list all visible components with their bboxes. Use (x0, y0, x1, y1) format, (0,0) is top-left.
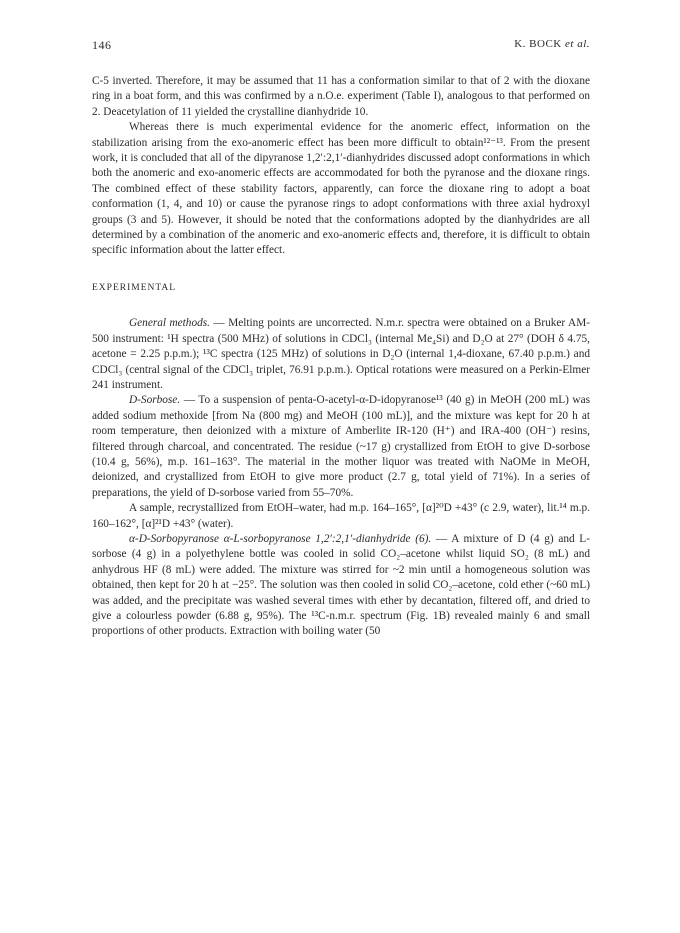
paragraph-sample: A sample, recrystallized from EtOH–water, had m.p. 164–165°, [α]²⁰D +43° (c 2.9, water), lit.¹⁴ m.p. 160–162°, [α]²¹D +43° (water). (92, 502, 590, 530)
section-heading-experimental: EXPERIMENTAL (92, 282, 177, 293)
article-body (92, 74, 590, 640)
d-sorbose-text: — To a suspension of penta-O-acetyl-α-D-idopyranose¹³ (40 g) in MeOH (200 mL) was added sodium methoxide [from Na (800 mg) and MeOH (100 mL)], and the mixture was kept for 20 h at room temperature, then deionized with a mixture of Amberlite IR-120 (H⁺) and IRA-400 (OH⁻) resins, filtered through charcoal, and concentrated. The residue (~17 g) crystallized from EtOH to give D-sorbose (10.4 g, 56%), m.p. 161–163°. The material in the mother liquor was treated with NaOMe in MeOH, deionized, and crystallized from EtOH to give more product (2.7 g, total yield of 71%). In a series of preparations, the yield of D-sorbose varied from 55–70%. (92, 394, 590, 499)
paragraph-whereas: Whereas there is much experimental evidence for the anomeric effect, information on the stabilization arising from the exo-anomeric effect has been more difficult to obtain¹²⁻¹³. From the present work, it is concluded that all of the dipyranose 1,2′:2,1′-dianhydrides discussed adopt conformations in which both the anomeric and exo-anomeric effects are accommodated for both the pyranose and the dioxane rings. The combined effect of these stability factors, apparently, can force the dioxane ring to adopt a boat conformation (1, 4, and 10) or cause the pyranose rings to adopt conformations with three axial hydroxyl groups (3 and 5). However, it should be noted that the conformations adopted by the dianhydrides are all determined by a combination of the anomeric and exo-anomeric effects and, therefore, it is difficult to obtain specific information about the latter effect. (92, 121, 590, 257)
page-number: 146 (92, 38, 112, 52)
author-etal: et al. (565, 38, 590, 50)
author-name: K. BOCK (514, 38, 562, 50)
dianhydride-text: — A mixture of D (4 g) and L-sorbose (4 g) in a polyethylene bottle was cooled in solid CO₂–acetone whilst liquid SO₂ (8 mL) and anhydrous HF (8 mL) were added. The mixture was stirred for ~2 min until a homogeneous solution was obtained, then kept for 20 h at −25°. The solution was then cooled in solid CO₂–acetone, cold ether (~60 mL) was added, and the precipitate was washed several times with ether by decantation, filtered off, and dried to give a colourless powder (6.88 g, 95%). The ¹³C-n.m.r. spectrum (Fig. 1B) revealed mainly 6 and small proportions of other products. Extraction with boiling water (50 (92, 532, 590, 638)
d-sorbose-title: D-Sorbose. (129, 394, 181, 407)
general-methods-text: — Melting points are uncorrected. N.m.r. spectra were obtained on a Bruker AM-500 instrument: ¹H spectra (500 MHz) of solutions in CDCl₃ (internal Me₄Si) and D₂O at 27° (DOH δ 4.75, acetone = 2.25 p.p.m.); ¹³C spectra (125 MHz) of solutions in D₂O (internal 1,4-dioxane, 67.40 p.p.m.) and CDCl₃ (central signal of the CDCl₃ triplet, 76.91 p.p.m.). Optical rotations were measured on a Perkin-Elmer 241 instrument. (92, 317, 590, 391)
paragraph-intro: C-5 inverted. Therefore, it may be assumed that 11 has a conformation similar to that of 2 with the dioxane ring in a boat form, and this was confirmed by a n.O.e. experiment (Table I), analogous to that performed on 2. Deacetylation of 11 yielded the crystalline dianhydride 10. (92, 75, 590, 118)
paragraph-d-sorbose (92, 393, 590, 501)
paragraph-dianhydride (92, 532, 590, 640)
general-methods-title: General methods. (129, 317, 210, 330)
running-author (514, 38, 590, 50)
paragraph-general-methods (92, 316, 590, 393)
dianhydride-title: α-D-Sorbopyranose α-L-sorbopyranose 1,2′:2,1′-dianhydride (6). (129, 532, 432, 545)
